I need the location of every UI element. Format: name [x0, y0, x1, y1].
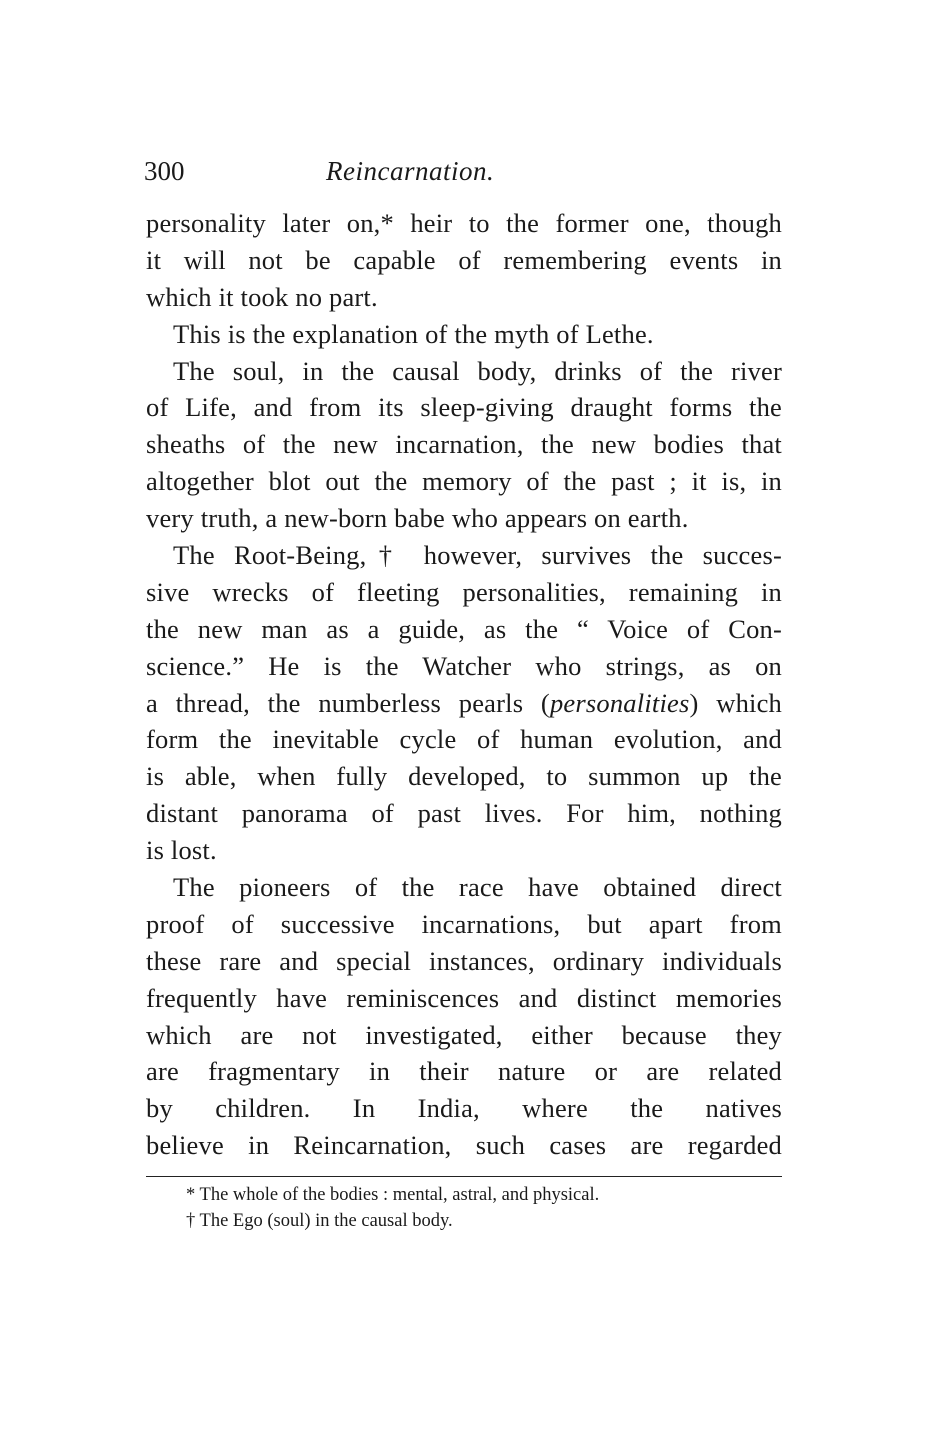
text-line: The soul, in the causal body, drinks of the river [173, 355, 782, 386]
body-text [146, 205, 782, 1164]
text-line: The pioneers of the race have obtained direct [173, 872, 782, 903]
text-line: of Life, and from its sleep-giving draught forms the [146, 392, 782, 423]
text-line: which are not investigated, either because they [146, 1019, 782, 1050]
footnote-asterisk: * The whole of the bodies : mental, astral, and physical. [186, 1185, 600, 1205]
footnote-divider [146, 1176, 782, 1177]
text-segment: a thread, the numberless pearls ( [146, 687, 550, 718]
text-line: which it took no part. [146, 281, 378, 312]
text-line: science.” He is the Watcher who strings, as on [146, 650, 782, 681]
text-line: is able, when fully developed, to summon up the [146, 761, 782, 792]
text-line: are fragmentary in their nature or are related [146, 1056, 782, 1087]
text-line: believe in Reincarnation, such cases are regarded [146, 1130, 782, 1161]
text-segment: ) which [689, 687, 782, 718]
text-line: This is the explanation of the myth of Lethe. [173, 318, 654, 349]
running-title: Reincarnation. [326, 156, 495, 186]
italic-term: personalities [549, 687, 690, 718]
text-line: is lost. [146, 835, 217, 866]
running-head [144, 154, 784, 188]
text-line: proof of successive incarnations, but apart from [146, 908, 782, 939]
text-line: personality later on,* heir to the former one, though [146, 208, 782, 238]
text-line: the new man as a guide, as the “ Voice of Con- [146, 613, 782, 644]
text-line: altogether blot out the memory of the past ; it is, in [146, 466, 782, 497]
text-line: these rare and special instances, ordinary individuals [146, 945, 782, 976]
text-line: sheaths of the new incarnation, the new bodies that [146, 429, 782, 460]
footnotes [186, 1182, 776, 1234]
text-line: it will not be capable of remembering events in [146, 244, 782, 275]
text-line: distant panorama of past lives. For him, nothing [146, 798, 782, 829]
page-number: 300 [144, 156, 185, 186]
text-line: sive wrecks of fleeting personalities, remaining in [146, 576, 782, 607]
text-line: very truth, a new-born babe who appears on earth. [146, 503, 689, 534]
text-line: frequently have reminiscences and distinct memories [146, 982, 782, 1013]
text-line: The Root-Being,† however, survives the succes- [173, 540, 782, 571]
text-line-with-italic [146, 685, 782, 722]
text-line: form the inevitable cycle of human evolution, and [146, 724, 782, 755]
text-line: by children. In India, where the natives [146, 1093, 782, 1124]
footnote-dagger: † The Ego (soul) in the causal body. [186, 1211, 453, 1231]
